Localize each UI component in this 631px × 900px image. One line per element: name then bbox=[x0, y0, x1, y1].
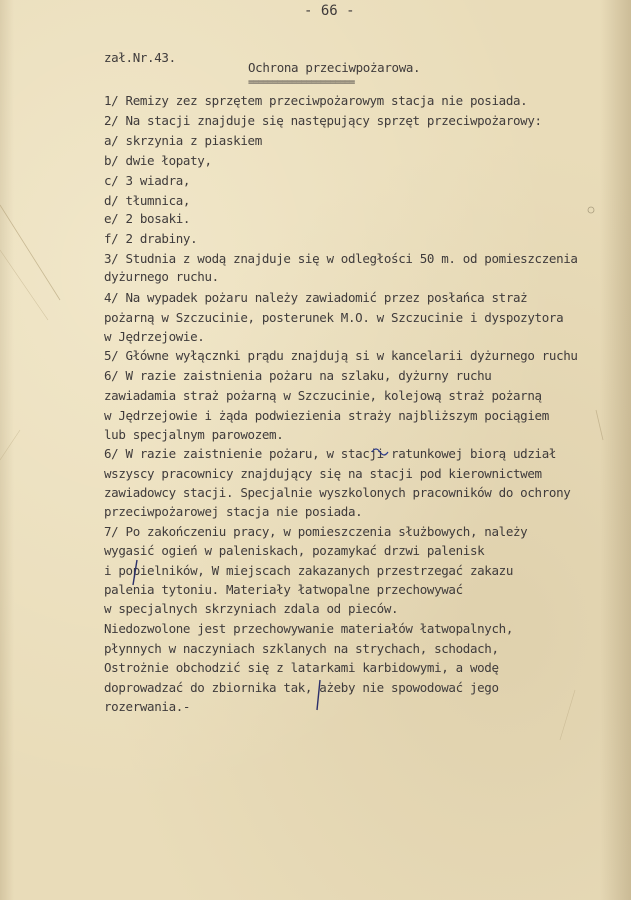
body-line: 7/ Po zakończeniu pracy, w pomieszczenia służbowych, należy bbox=[104, 524, 528, 539]
body-line: Ostrożnie obchodzić się z latarkami karbidowymi, a wodę bbox=[104, 660, 499, 675]
document-title: Ochrona przeciwpożarowa. bbox=[248, 60, 421, 75]
body-line: 5/ Główne wyłącznki prądu znajdują si w kancelarii dyżurnego ruchu bbox=[104, 348, 578, 363]
body-line: pożarną w Szczucinie, posterunek M.O. w Szczucinie i dyspozytora bbox=[104, 310, 564, 325]
body-line: Niedozwolone jest przechowywanie materiałów łatwopalnych, bbox=[104, 621, 514, 636]
body-line: 2/ Na stacji znajduje się następujący sprzęt przeciwpożarowy: bbox=[104, 113, 542, 128]
body-line: i popielników, W miejscach zakazanych przestrzegać zakazu bbox=[104, 563, 514, 578]
body-line: d/ tłumnica, bbox=[104, 193, 191, 208]
body-line: w specjalnych skrzyniach zdala od pieców. bbox=[104, 601, 399, 616]
body-line: dyżurnego ruchu. bbox=[104, 269, 219, 284]
body-line: 3/ Studnia z wodą znajduje się w odległości 50 m. od pomieszczenia bbox=[104, 251, 578, 266]
page-number: - 66 - bbox=[304, 3, 355, 19]
body-line: lub specjalnym parowozem. bbox=[104, 427, 284, 442]
body-line: w Jędrzejowie i żąda podwiezienia straży najbliższym pociągiem bbox=[104, 408, 549, 423]
body-line: przeciwpożarowej stacja nie posiada. bbox=[104, 504, 363, 519]
body-line: e/ 2 bosaki. bbox=[104, 211, 191, 226]
body-line: 4/ Na wypadek pożaru należy zawiadomić przez posłańca straż bbox=[104, 290, 528, 305]
body-line: c/ 3 wiadra, bbox=[104, 173, 191, 188]
title-underline: ====================== bbox=[248, 77, 355, 88]
body-line: zawiadowcy stacji. Specjalnie wyszkolonych pracowników do ochrony bbox=[104, 485, 571, 500]
body-line: wygasić ogień w paleniskach, pozamykać drzwi palenisk bbox=[104, 543, 485, 558]
body-line: rozerwania.- bbox=[104, 699, 191, 714]
body-line: 1/ Remizy zez sprzętem przeciwpożarowym stacja nie posiada. bbox=[104, 93, 528, 108]
body-line: doprowadzać do zbiornika tak, ażeby nie spowodować jego bbox=[104, 680, 499, 695]
body-line: a/ skrzynia z piaskiem bbox=[104, 133, 262, 148]
body-line: w Jędrzejowie. bbox=[104, 329, 205, 344]
body-line: f/ 2 drabiny. bbox=[104, 231, 198, 246]
body-line: 6/ W razie zaistnienia pożaru na szlaku, dyżurny ruchu bbox=[104, 368, 492, 383]
body-line: 6/ W razie zaistnienie pożaru, w stacji ratunkowej biorą udział bbox=[104, 446, 557, 461]
body-line: palenia tytoniu. Materiały łatwopalne przechowywać bbox=[104, 582, 463, 597]
body-line: płynnych w naczyniach szklanych na strychach, schodach, bbox=[104, 641, 499, 656]
body-line: b/ dwie łopaty, bbox=[104, 153, 212, 168]
attachment-reference: zał.Nr.43. bbox=[104, 50, 176, 65]
body-line: zawiadamia straż pożarną w Szczucinie, kolejową straż pożarną bbox=[104, 388, 542, 403]
body-line: wszyscy pracownicy znajdujący się na stacji pod kierownictwem bbox=[104, 466, 542, 481]
